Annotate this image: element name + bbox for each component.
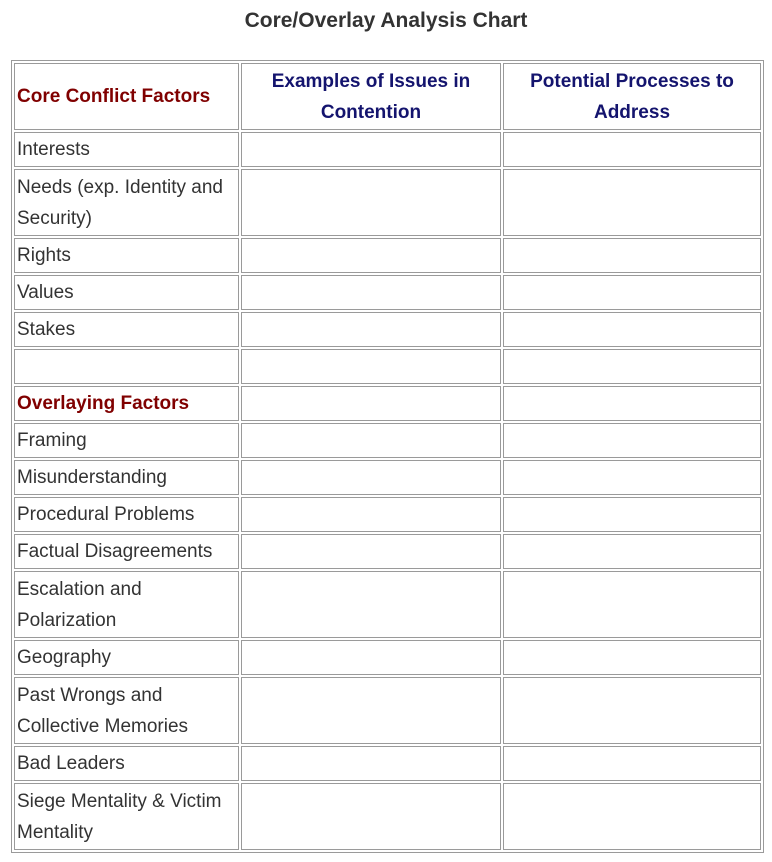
examples-cell [241,169,501,236]
section-label: Overlaying Factors [14,386,239,421]
table-row [14,497,761,532]
examples-cell [241,275,501,310]
header-examples-of-issues: Examples of Issues in Contention [241,63,501,130]
factor-label: Interests [14,132,239,167]
examples-cell [241,238,501,273]
factor-label: Stakes [14,312,239,347]
table-row [14,349,761,384]
processes-cell [503,349,761,384]
factor-label: Bad Leaders [14,746,239,781]
processes-cell [503,132,761,167]
examples-cell [241,497,501,532]
table-row [14,423,761,458]
processes-cell [503,677,761,744]
examples-cell [241,783,501,850]
analysis-table [11,60,764,853]
table-row [14,571,761,638]
processes-cell [503,783,761,850]
table-row [14,677,761,744]
examples-cell [241,386,501,421]
table-row [14,275,761,310]
examples-cell [241,312,501,347]
table-row [14,640,761,675]
factor-label: Geography [14,640,239,675]
table-row [14,169,761,236]
examples-cell [241,677,501,744]
table-row [14,534,761,569]
factor-label: Procedural Problems [14,497,239,532]
processes-cell [503,640,761,675]
table-row [14,746,761,781]
examples-cell [241,534,501,569]
examples-cell [241,132,501,167]
factor-label: Framing [14,423,239,458]
processes-cell [503,275,761,310]
processes-cell [503,238,761,273]
factor-label: Values [14,275,239,310]
examples-cell [241,423,501,458]
factor-label: Past Wrongs and Collective Memories [14,677,239,744]
factor-label: Siege Mentality & Victim Mentality [14,783,239,850]
examples-cell [241,460,501,495]
processes-cell [503,746,761,781]
processes-cell [503,423,761,458]
processes-cell [503,571,761,638]
examples-cell [241,349,501,384]
processes-cell [503,386,761,421]
analysis-table-container [11,60,762,853]
table-row [14,132,761,167]
processes-cell [503,169,761,236]
page-title: Core/Overlay Analysis Chart [244,9,528,32]
factor-label [14,349,239,384]
section-header-row [14,386,761,421]
processes-cell [503,497,761,532]
factor-label: Misunderstanding [14,460,239,495]
table-body [14,132,761,850]
factor-label: Factual Disagreements [14,534,239,569]
factor-label: Needs (exp. Identity and Security) [14,169,239,236]
processes-cell [503,534,761,569]
examples-cell [241,746,501,781]
header-core-conflict-factors: Core Conflict Factors [14,63,239,130]
processes-cell [503,312,761,347]
factor-label: Escalation and Polarization [14,571,239,638]
table-row [14,238,761,273]
header-potential-processes: Potential Processes to Address [503,63,761,130]
table-row [14,783,761,850]
table-row [14,312,761,347]
processes-cell [503,460,761,495]
examples-cell [241,571,501,638]
table-row [14,460,761,495]
factor-label: Rights [14,238,239,273]
table-header-row [14,63,761,130]
examples-cell [241,640,501,675]
